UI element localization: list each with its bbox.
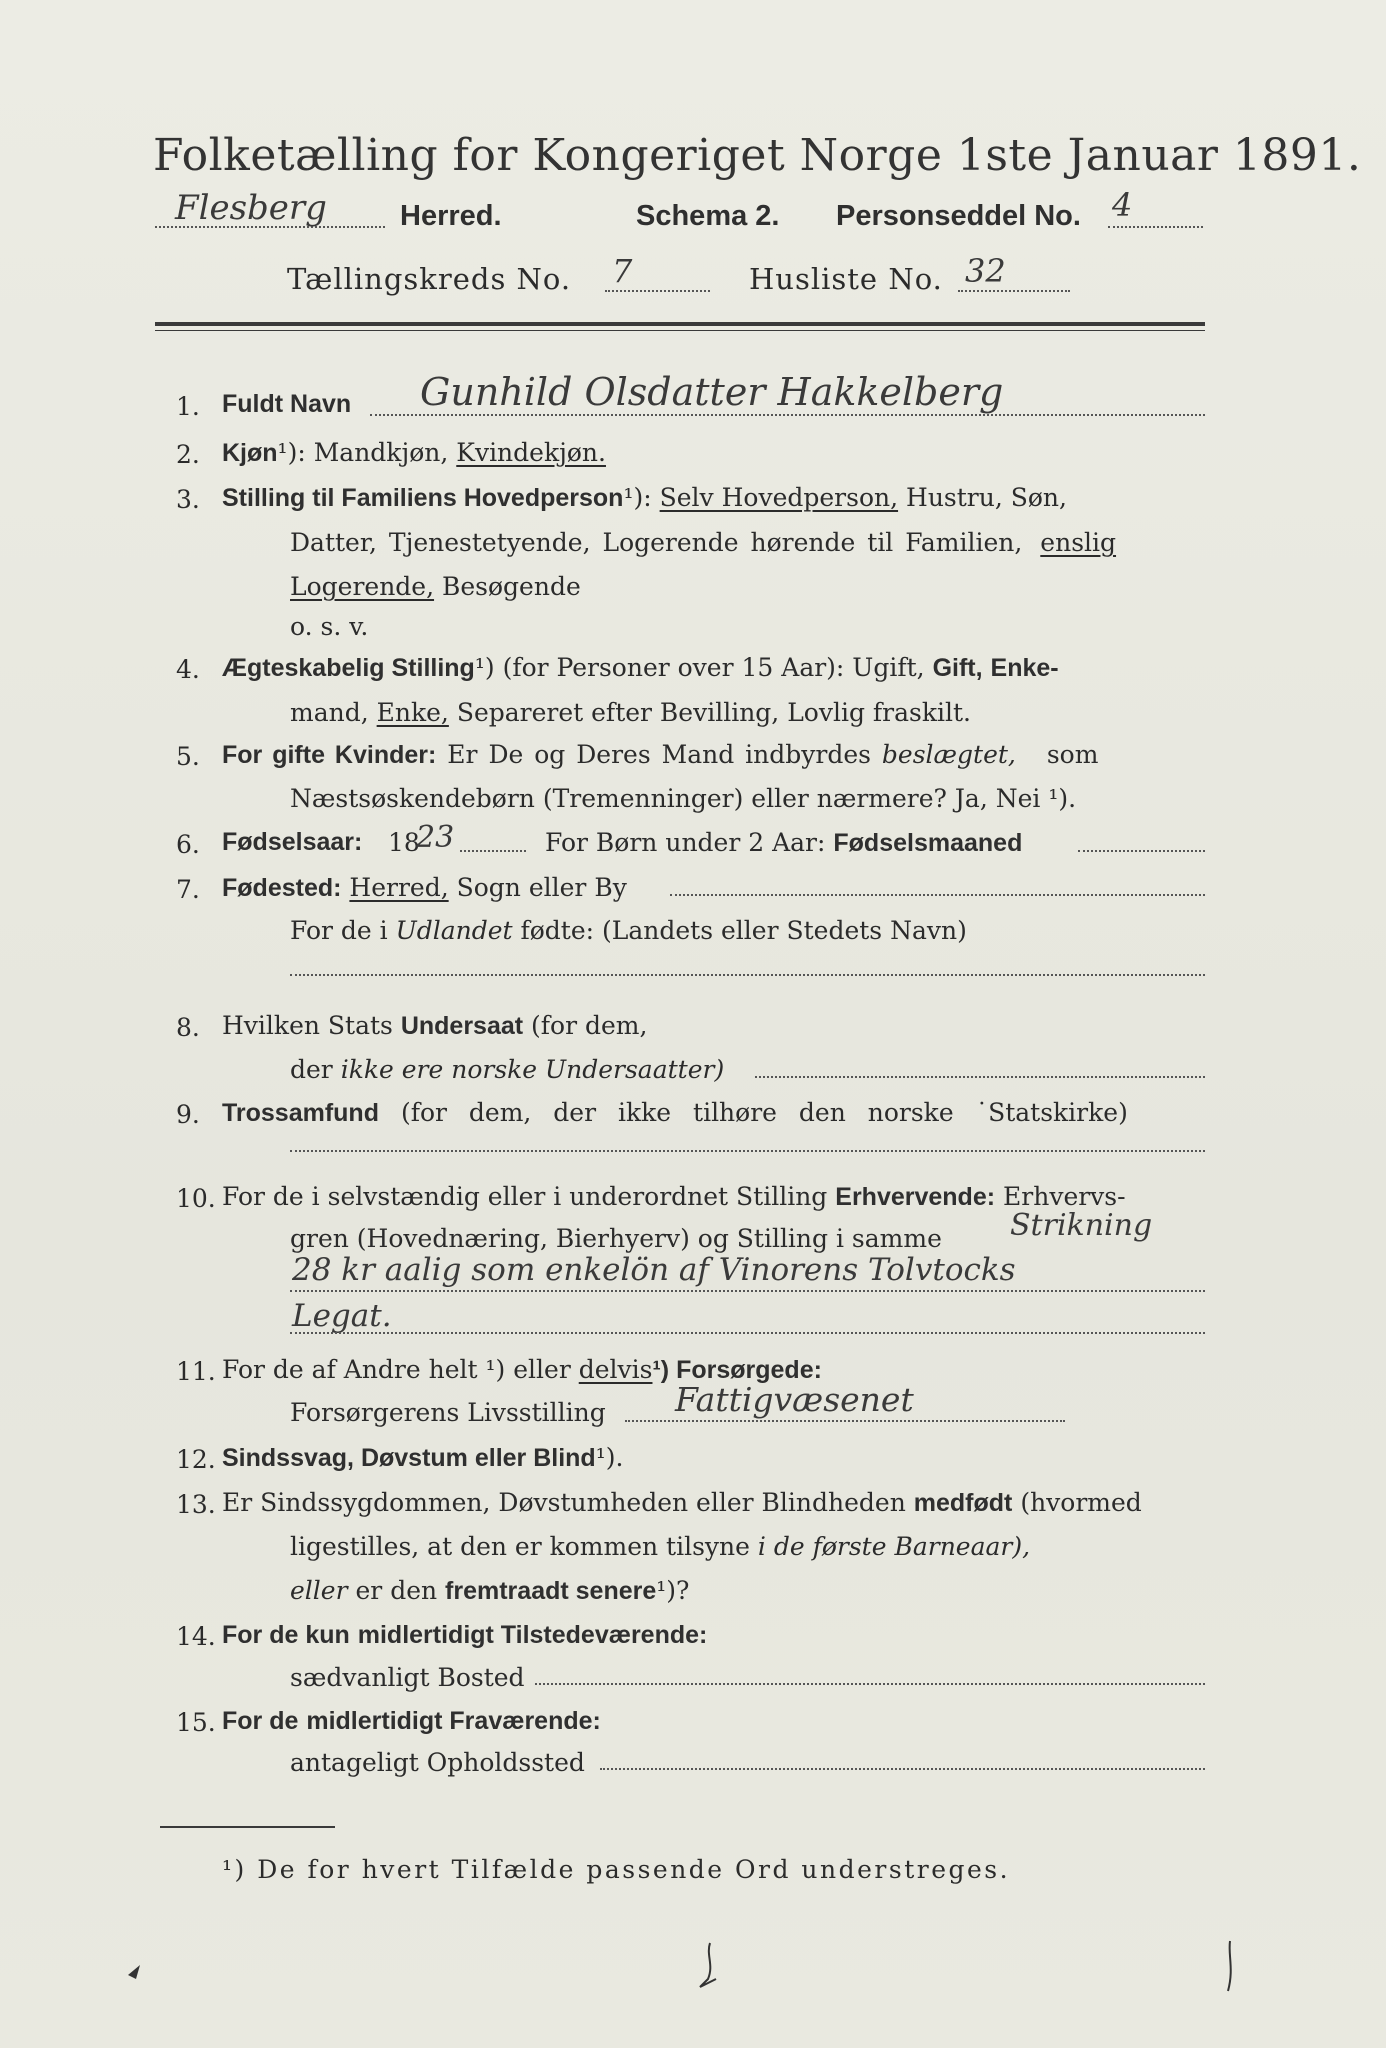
q2-number: 2. [176, 440, 200, 469]
q10-dotline-2 [290, 1332, 1205, 1334]
taellingskreds-dotline [605, 290, 710, 292]
q6-maaned-dotline [1078, 850, 1205, 852]
q15-line1 [222, 1708, 601, 1734]
q12-number: 12. [176, 1445, 216, 1474]
q8-pre: Hvilken Stats [222, 1011, 393, 1040]
q6-number: 6. [176, 830, 200, 859]
herred-label: Herred. [400, 200, 502, 232]
q11-text: For de af Andre helt ¹) eller [222, 1355, 571, 1384]
q5-line1 [222, 742, 1098, 768]
q5-number: 5. [176, 742, 200, 771]
q3-sup: ¹): [623, 483, 652, 512]
q11-line2: Forsørgerens Livsstilling [290, 1398, 606, 1427]
q10-hand-2: 28 kr aalig som enkelön af Vinorens Tolvtocks [292, 1252, 1016, 1288]
q10-erhvervs: Erhvervs- [1003, 1182, 1126, 1211]
q4-line2-rest: Separeret efter Bevilling, Lovlig fraskilt. [456, 698, 971, 727]
q5-label: For gifte Kvinder: [222, 741, 437, 769]
q11-hand: Fattigvæsenet [675, 1380, 914, 1419]
q1-number: 1. [176, 392, 200, 421]
q4-gift: Gift, [932, 654, 983, 682]
q9-rest: (for dem, der ikke tilhøre den norske ˙Statskirke) [400, 1098, 1128, 1127]
q4-enke-marked: Enke, [376, 698, 449, 727]
q10-dotline-1 [290, 1290, 1205, 1292]
q11-forsorgede: ¹) Forsørgede: [652, 1356, 822, 1384]
q14-tilstede: midlertidigt Tilstedeværende: [357, 1621, 708, 1649]
q2-line [222, 440, 606, 466]
q2-label: Kjøn [222, 439, 278, 467]
q10-erhvervende: Erhvervende: [835, 1183, 996, 1211]
q7-dotline [670, 894, 1205, 896]
header-rule-thin [155, 330, 1205, 331]
q3-osv: o. s. v. [290, 612, 369, 641]
q4-number: 4. [176, 655, 200, 684]
q3-line2-text: Datter, Tjenestetyende, Logerende hørende til Familien, [290, 528, 1023, 557]
q10-line1-text: For de i selvstændig eller i underordnet Stilling [222, 1182, 828, 1211]
q3-label: Stilling til Familiens Hovedperson [222, 484, 624, 512]
q8-dotline [755, 1076, 1205, 1078]
q9-label: Trossamfund [222, 1099, 379, 1127]
q10-line1 [222, 1184, 1126, 1210]
taellingskreds-label: Tællingskreds No. [287, 262, 572, 296]
q3-enslig: enslig [1040, 528, 1117, 557]
q10-hand-3: Legat. [292, 1298, 392, 1334]
q7-line2-rest: fødte: (Landets eller Stedets Navn) [520, 916, 967, 945]
husliste-dotline [958, 290, 1070, 292]
q4-line1 [222, 655, 1059, 681]
q8-line2 [290, 1057, 724, 1082]
q1-name-value: Gunhild Olsdatter Hakkelberg [420, 370, 1004, 414]
q1-dotline [370, 414, 1205, 416]
personseddel-dotline [1108, 226, 1203, 228]
q14-for-de-kun: For de kun [222, 1621, 350, 1649]
taellingskreds-value: 7 [612, 252, 633, 290]
q2-option-mand: Mandkjøn, [313, 438, 449, 467]
q5-beslaegtet: beslægtet, [881, 740, 1016, 769]
q3-line1-rest: Hustru, Søn, [906, 483, 1067, 512]
q6-label: Fødselsaar: [222, 828, 363, 856]
q12-label: Sindssvag, Døvstum eller Blind [222, 1444, 596, 1472]
q6-year-value: 23 [416, 820, 455, 855]
bottom-mark-right [1228, 1941, 1231, 1991]
q6-line2 [545, 830, 1022, 856]
q10-line2: gren (Hovednæring, Bierhyerv) og Stilling i samme [290, 1224, 942, 1253]
q15-number: 15. [176, 1708, 216, 1737]
q5-line2: Næstsøskendebørn (Tremenninger) eller nærmere? Ja, Nei ¹). [290, 784, 1077, 813]
q14-line1 [222, 1622, 707, 1648]
q1-label: Fuldt Navn [222, 390, 352, 418]
q7-number: 7. [176, 875, 200, 904]
q7-line2 [290, 918, 967, 943]
q4-sup: ¹) [474, 653, 495, 682]
q7-udlandet: Udlandet [395, 916, 513, 945]
q13-er-den: er den [355, 1576, 438, 1605]
q7-label: Fødested: [222, 874, 342, 902]
q6-dotline [460, 850, 526, 852]
q4-enke: Enke- [990, 654, 1059, 682]
q2-option-kvinde: Kvindekjøn. [456, 438, 606, 467]
herred-value: Flesberg [175, 188, 327, 228]
q13-number: 13. [176, 1490, 216, 1519]
q13-medfodt: medfødt [913, 1489, 1013, 1517]
q4-line2 [290, 700, 971, 725]
q3-selv-hovedperson: Selv Hovedperson, [659, 483, 899, 512]
q14-line2: sædvanligt Bosted [290, 1663, 525, 1692]
q8-number: 8. [176, 1013, 200, 1042]
q7-rest: Sogn eller By [456, 873, 627, 902]
q9-number: 9. [176, 1100, 200, 1129]
husliste-label: Husliste No. [749, 262, 943, 296]
q8-label: Undersaat [400, 1012, 524, 1040]
q12-line [222, 1445, 623, 1471]
q15-dotline [600, 1768, 1205, 1770]
footnote-rule [160, 1826, 335, 1828]
q3-line1 [222, 485, 1067, 511]
q8-der: der [290, 1055, 333, 1084]
q4-mand: mand, [290, 698, 369, 727]
q3-besogende: Besøgende [442, 572, 581, 601]
q13-fremtraadt: fremtraadt senere [445, 1577, 657, 1605]
q13-hvormed: (hvormed [1020, 1488, 1142, 1517]
header-rule [155, 322, 1205, 326]
q8-line1 [222, 1013, 647, 1039]
q4-label: Ægteskabelig Stilling [222, 654, 475, 682]
q8-post: (for dem, [531, 1011, 648, 1040]
q12-sup: ¹). [595, 1443, 624, 1472]
q13-eller: eller [290, 1576, 348, 1605]
q6-born-text: For Børn under 2 Aar: [545, 828, 826, 857]
footnote: ¹) De for hvert Tilfælde passende Ord understreges. [222, 1855, 1011, 1884]
q11-number: 11. [176, 1357, 216, 1386]
q7-line1 [222, 875, 627, 901]
personseddel-value: 4 [1112, 186, 1133, 224]
q11-delvis: delvis [578, 1355, 653, 1384]
q5-som: som [1046, 740, 1099, 769]
q13-line3 [290, 1578, 689, 1604]
q15-for-de: For de [222, 1707, 299, 1735]
q7-dotline2 [290, 974, 1205, 976]
q9-dotline [290, 1150, 1205, 1152]
schema-label: Schema 2. [636, 200, 780, 232]
q15-fravaerende: midlertidigt Fraværende: [306, 1707, 601, 1735]
q6-prefix: 18 [388, 828, 420, 857]
q9-line [222, 1100, 1128, 1126]
q7-for-de-i: For de i [290, 916, 388, 945]
q13-line2-text: ligestilles, at den er kommen tilsyne [290, 1532, 750, 1561]
q8-ikke-norske: ikke ere norske Undersaatter) [340, 1055, 725, 1084]
q13-text: Er Sindssygdommen, Døvstumheden eller Blindheden [222, 1488, 906, 1517]
q13-barneaar: i de første Barneaar), [757, 1532, 1031, 1561]
q7-herred: Herred, [349, 873, 449, 902]
q14-dotline [535, 1683, 1205, 1685]
q13-sup: ¹)? [656, 1576, 690, 1605]
q10-hand-1: Strikning [1010, 1208, 1153, 1243]
q3-logerende: Logerende, [290, 572, 435, 601]
bottom-mark-left [128, 1965, 140, 1979]
personseddel-label: Personseddel No. [836, 200, 1081, 232]
q10-number: 10. [176, 1184, 216, 1213]
husliste-value: 32 [965, 252, 1006, 290]
q15-line2: antageligt Opholdssted [290, 1748, 585, 1777]
bottom-mark-center [700, 1943, 716, 1987]
form-title: Folketælling for Kongeriget Norge 1ste Januar 1891. [153, 130, 1362, 181]
q11-dotline [625, 1420, 1065, 1422]
q3-line2 [290, 530, 1116, 555]
q4-line1-text: (for Personer over 15 Aar): Ugift, [502, 653, 925, 682]
q3-line3 [290, 574, 581, 599]
bottom-marks [110, 1935, 1290, 2015]
q13-line1 [222, 1490, 1142, 1516]
q5-text: Er De og Deres Mand indbyrdes [447, 740, 871, 769]
q13-line2 [290, 1534, 1030, 1559]
q6-maaned-label: Fødselsmaaned [833, 829, 1023, 857]
q3-number: 3. [176, 485, 200, 514]
q2-sup: ¹): [277, 438, 306, 467]
q14-number: 14. [176, 1622, 216, 1651]
